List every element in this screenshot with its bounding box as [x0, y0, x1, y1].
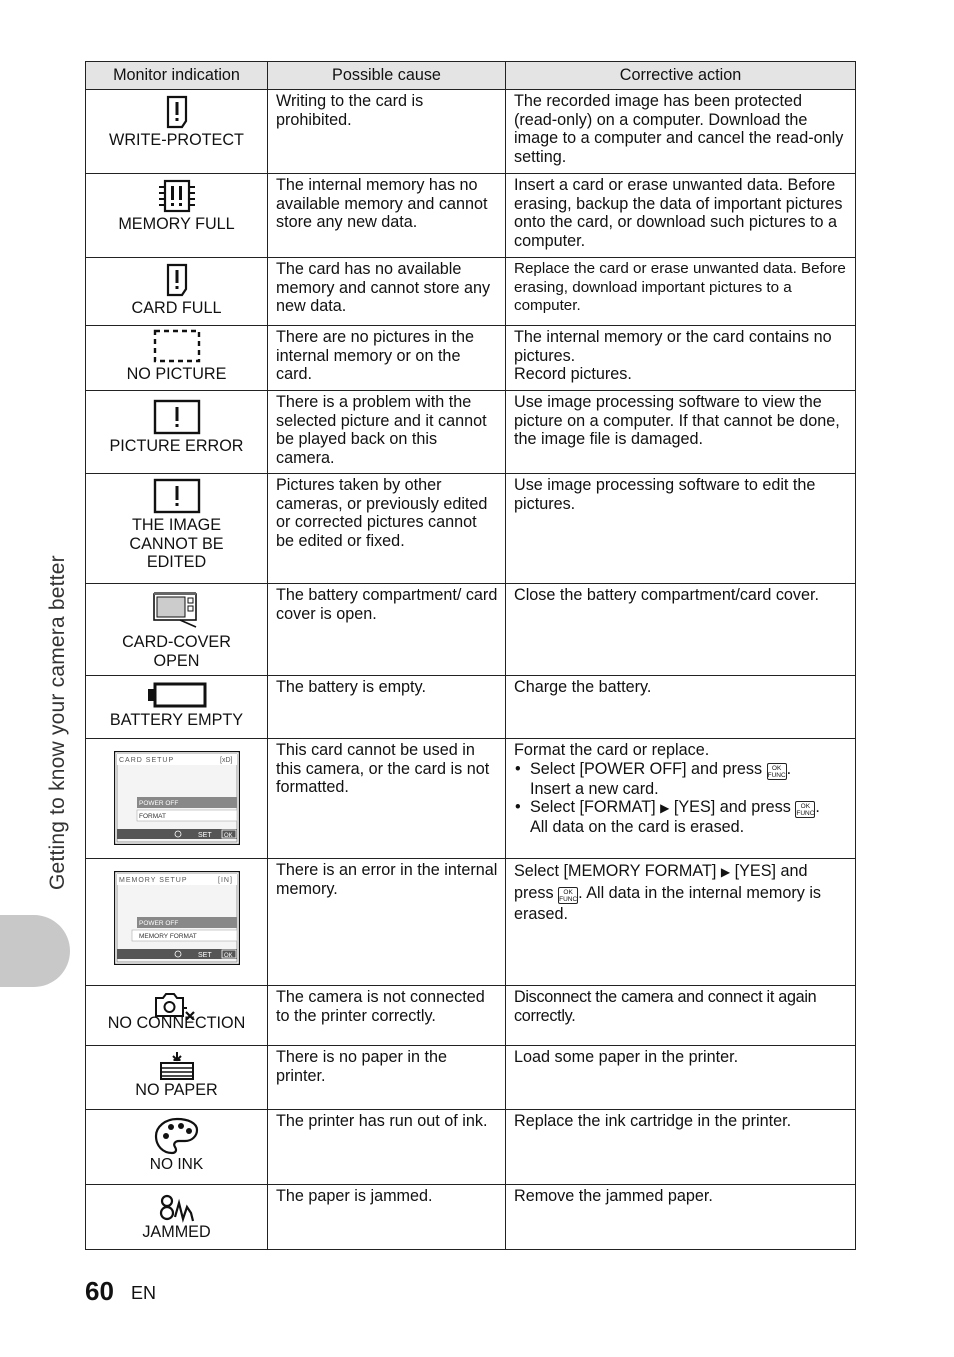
cause-cell: The card has no available memory and cannot store any new data.: [268, 258, 506, 326]
page-number: 60: [85, 1276, 114, 1306]
action-text: . All data in the internal memory is erased.: [514, 883, 822, 923]
action-cell: Disconnect the camera and connect it again correctly.: [506, 986, 856, 1046]
screen-menu-item: MEMORY FORMAT: [138, 933, 197, 940]
cause-cell: The battery is empty.: [268, 676, 506, 739]
page-language: EN: [131, 1283, 157, 1303]
screen-title: CARD SETUP: [118, 757, 174, 764]
cause-cell: The camera is not connected to the printer correctly.: [268, 986, 506, 1046]
indication-label: CARD FULL: [131, 299, 222, 317]
action-text: Select [MEMORY FORMAT]: [514, 862, 717, 880]
cause-cell: There is a problem with the selected picture and it cannot be played back on this camera.: [268, 391, 506, 474]
action-text: All data on the card is erased.: [530, 818, 745, 837]
frame-exclamation-icon: [153, 478, 201, 514]
monitor-indication-cell: [86, 1185, 268, 1250]
monitor-indication-cell: [86, 986, 268, 1046]
screen-menu-item: FORMAT: [138, 813, 166, 820]
monitor-indication-cell: [86, 584, 268, 676]
side-tab: [0, 915, 70, 987]
action-bullet: [514, 798, 849, 837]
screen-title: MEMORY SETUP: [118, 877, 188, 884]
table-row: [86, 584, 856, 676]
palette-icon: [153, 1116, 201, 1156]
cause-cell: This card cannot be used in this camera, or the card is not formatted.: [268, 739, 506, 859]
screen-menu-item: POWER OFF: [138, 800, 178, 807]
ok-func-button-icon: OK FUNC: [796, 803, 815, 818]
ok-func-button-icon: OK FUNC: [559, 888, 578, 903]
action-line: The internal memory or the card contains no pictures.: [514, 328, 832, 365]
action-cell: Close the battery compartment/card cover.: [506, 584, 856, 676]
action-cell: [506, 326, 856, 391]
action-text: [YES] and press: [514, 862, 808, 902]
memory-setup-screen: [114, 871, 240, 965]
cause-cell: The battery compartment/ card cover is open.: [268, 584, 506, 676]
screen-ok-label: OK: [223, 833, 233, 839]
exclamation-icon: [164, 95, 190, 129]
cause-cell: There is no paper in the printer.: [268, 1046, 506, 1110]
table-row: [86, 474, 856, 584]
cause-cell: Writing to the card is prohibited.: [268, 90, 506, 174]
monitor-indication-cell: [86, 859, 268, 986]
table-row: [86, 986, 856, 1046]
monitor-indication-cell: [86, 739, 268, 859]
action-cell: Use image processing software to edit the pictures.: [506, 474, 856, 584]
action-cell: Replace the ink cartridge in the printer.: [506, 1110, 856, 1185]
header-possible-cause: Possible cause: [268, 62, 506, 90]
paper-tray-icon: [158, 1051, 196, 1081]
screen-set-label: SET: [197, 832, 212, 839]
action-cell: Replace the card or erase unwanted data. Before erasing, download important pictures to a computer.: [506, 258, 856, 326]
action-cell: Load some paper in the printer.: [506, 1046, 856, 1110]
monitor-indication-cell: [86, 1110, 268, 1185]
table-row: [86, 739, 856, 859]
ok-func-button-icon: OK FUNC: [767, 764, 786, 779]
action-text: .: [815, 798, 820, 817]
dashed-frame-icon: [153, 329, 201, 363]
memory-exclamation-icon: [157, 179, 197, 213]
table-header-row: [86, 62, 856, 90]
table-row: [86, 90, 856, 174]
cause-cell: There is an error in the internal memory.: [268, 859, 506, 986]
table-row: [86, 174, 856, 258]
indication-label: WRITE-PROTECT: [109, 131, 244, 149]
arrow-right-icon: ▶: [660, 801, 670, 816]
indication-label: NO CONNECTION: [107, 1014, 246, 1032]
action-text: [YES] and press: [673, 798, 791, 817]
arrow-right-icon: ▶: [720, 865, 731, 879]
table-row: [86, 258, 856, 326]
screen-menu-item: POWER OFF: [138, 920, 178, 927]
monitor-indication-cell: [86, 326, 268, 391]
action-text: Insert a new card.: [530, 779, 659, 798]
table-row: [86, 391, 856, 474]
action-cell: [506, 739, 856, 859]
table-row: [86, 1185, 856, 1250]
indication-label: PICTURE ERROR: [109, 437, 244, 455]
screen-set-label: SET: [197, 952, 212, 959]
screen-tag: [IN]: [217, 877, 233, 884]
cause-cell: The printer has run out of ink.: [268, 1110, 506, 1185]
action-bullet: [514, 760, 849, 799]
screen-ok-label: OK: [223, 953, 233, 959]
monitor-indication-cell: [86, 90, 268, 174]
indication-label: THE IMAGE CANNOT BE EDITED: [129, 516, 224, 572]
action-cell: The recorded image has been protected (read-only) on a computer. Download the image to a computer and cancel the read-only setting.: [506, 90, 856, 174]
monitor-indication-cell: [86, 1046, 268, 1110]
monitor-indication-cell: [86, 258, 268, 326]
cause-cell: The paper is jammed.: [268, 1185, 506, 1250]
header-corrective-action: Corrective action: [506, 62, 856, 90]
action-line: Record pictures.: [514, 365, 632, 384]
action-intro: Format the card or replace.: [514, 741, 710, 759]
monitor-indication-cell: [86, 391, 268, 474]
monitor-indication-cell: [86, 474, 268, 584]
monitor-indication-cell: [86, 174, 268, 258]
card-exclamation-icon: [164, 263, 190, 297]
indication-label: CARD-COVER OPEN: [122, 633, 231, 670]
indication-label: NO INK: [149, 1156, 204, 1173]
camera-cover-open-icon: [152, 591, 202, 631]
table-row: [86, 1110, 856, 1185]
indication-label: NO PICTURE: [126, 365, 227, 383]
table-row: [86, 1046, 856, 1110]
card-setup-screen: [114, 751, 240, 845]
frame-exclamation-icon: [153, 399, 201, 435]
side-tab-label: Getting to know your camera better: [46, 555, 69, 890]
action-cell: Use image processing software to view the picture on a computer. If that cannot be done, the image file is damaged.: [506, 391, 856, 474]
cause-cell: The internal memory has no available memory and cannot store any new data.: [268, 174, 506, 258]
action-cell: Charge the battery.: [506, 676, 856, 739]
indication-label: JAMMED: [142, 1223, 211, 1241]
indication-label: MEMORY FULL: [118, 215, 235, 233]
action-text: Select [POWER OFF] and press: [530, 759, 763, 778]
action-cell: Remove the jammed paper.: [506, 1185, 856, 1250]
action-text: Select [FORMAT]: [530, 798, 656, 817]
monitor-indication-cell: [86, 676, 268, 739]
table-row: [86, 859, 856, 986]
header-monitor-indication: Monitor indication: [86, 62, 268, 90]
cause-cell: Pictures taken by other cameras, or previously edited or corrected pictures cannot be edited or fixed.: [268, 474, 506, 584]
indication-label: NO PAPER: [135, 1081, 218, 1099]
action-cell: Insert a card or erase unwanted data. Before erasing, backup the data of important pictures onto the card, or download such pictures to a computer.: [506, 174, 856, 258]
jammed-paper-icon: [157, 1193, 197, 1223]
table-row: [86, 676, 856, 739]
indication-label: BATTERY EMPTY: [109, 711, 244, 729]
action-cell: [506, 859, 856, 986]
error-table: [85, 61, 856, 1250]
screen-tag: [xD]: [219, 757, 232, 764]
table-row: [86, 326, 856, 391]
battery-empty-icon: [147, 681, 207, 709]
cause-cell: There are no pictures in the internal memory or on the card.: [268, 326, 506, 391]
action-text: .: [786, 759, 792, 778]
